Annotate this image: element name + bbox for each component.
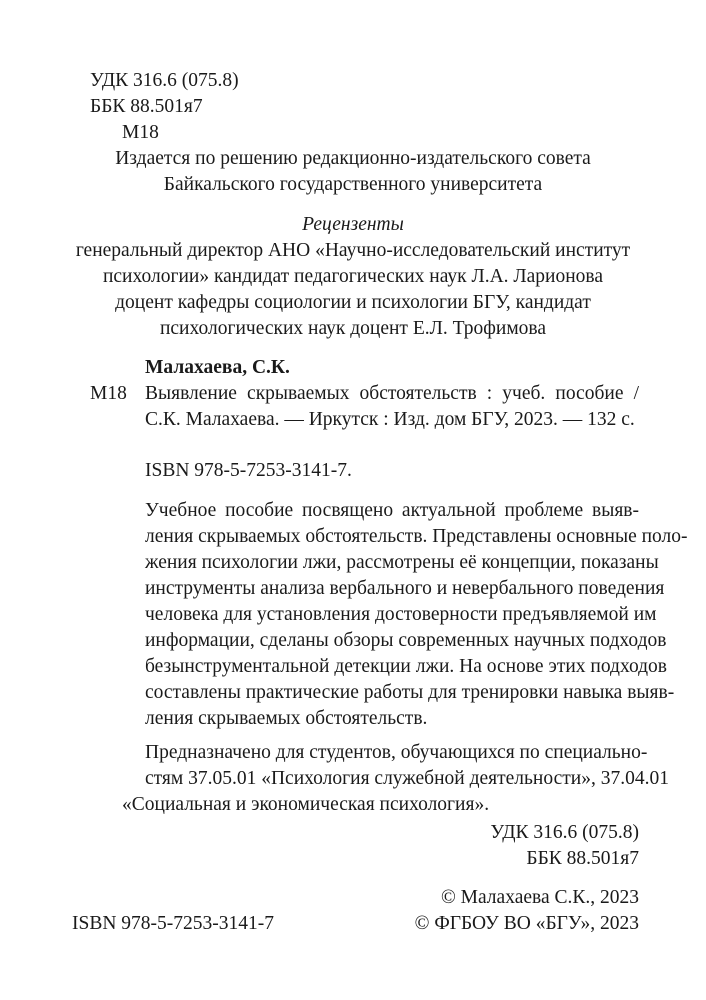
- reviewers-heading: Рецензенты: [302, 214, 404, 235]
- bib-author: Малахаева, С.К.: [145, 357, 290, 378]
- footer-isbn: ISBN 978-5-7253-3141-7: [72, 913, 275, 934]
- author-mark: М18: [122, 122, 159, 143]
- abstract-line: информации, сделаны обзоры современных научных подходов: [145, 630, 667, 651]
- abstract-line: Учебное пособие посвящено актуальной проблеме выяв-: [145, 500, 639, 521]
- abstract-line: ления скрываемых обстоятельств.: [145, 708, 428, 729]
- reviewer-line-3: доцент кафедры социологии и психологии БГУ, кандидат: [115, 292, 591, 313]
- audience-line: «Социальная и экономическая психология».: [122, 794, 490, 815]
- reviewer-line-2: психологии» кандидат педагогических наук Л.А. Ларионова: [102, 266, 604, 287]
- abstract-line: жения психологии лжи, рассмотрены её концепции, показаны: [145, 552, 659, 573]
- copyright-org: © ФГБОУ ВО «БГУ», 2023: [414, 913, 639, 934]
- abstract-line: безынструментальной детекции лжи. На основе этих подходов: [145, 656, 668, 677]
- publisher-note-line-2: Байкальского государственного университета: [163, 174, 543, 195]
- bib-isbn: ISBN 978-5-7253-3141-7.: [145, 460, 352, 481]
- audience-line: Предназначено для студентов, обучающихся по специально-: [145, 742, 648, 763]
- reviewer-line-1: генеральный директор АНО «Научно-исследовательский институт: [75, 240, 631, 261]
- abstract-line: человека для установления достоверности предъявляемой им: [145, 604, 657, 625]
- footer-udk-code: УДК 316.6 (075.8): [490, 822, 639, 843]
- abstract-line: инструменты анализа вербального и невербального поведения: [145, 578, 665, 599]
- publisher-note-line-1: Издается по решению редакционно-издательского совета: [115, 148, 591, 169]
- bib-title-line-1: Выявление скрываемых обстоятельств : учеб. пособие /: [145, 383, 639, 404]
- bbk-code: ББК 88.501я7: [90, 96, 203, 117]
- abstract-line: ления скрываемых обстоятельств. Представлены основные поло-: [145, 526, 688, 547]
- bib-title-line-2: С.К. Малахаева. — Иркутск : Изд. дом БГУ, 2023. — 132 с.: [145, 409, 635, 430]
- reviewer-line-4: психологических наук доцент Е.Л. Трофимова: [159, 318, 547, 339]
- abstract-line: составлены практические работы для тренировки навыка выяв-: [145, 682, 675, 703]
- audience-line: стям 37.05.01 «Психология служебной деятельности», 37.04.01: [145, 768, 669, 789]
- footer-bbk-code: ББК 88.501я7: [526, 848, 639, 869]
- bib-mark: М18: [90, 383, 127, 404]
- copyright-author: © Малахаева С.К., 2023: [440, 887, 639, 908]
- udk-code: УДК 316.6 (075.8): [90, 70, 239, 91]
